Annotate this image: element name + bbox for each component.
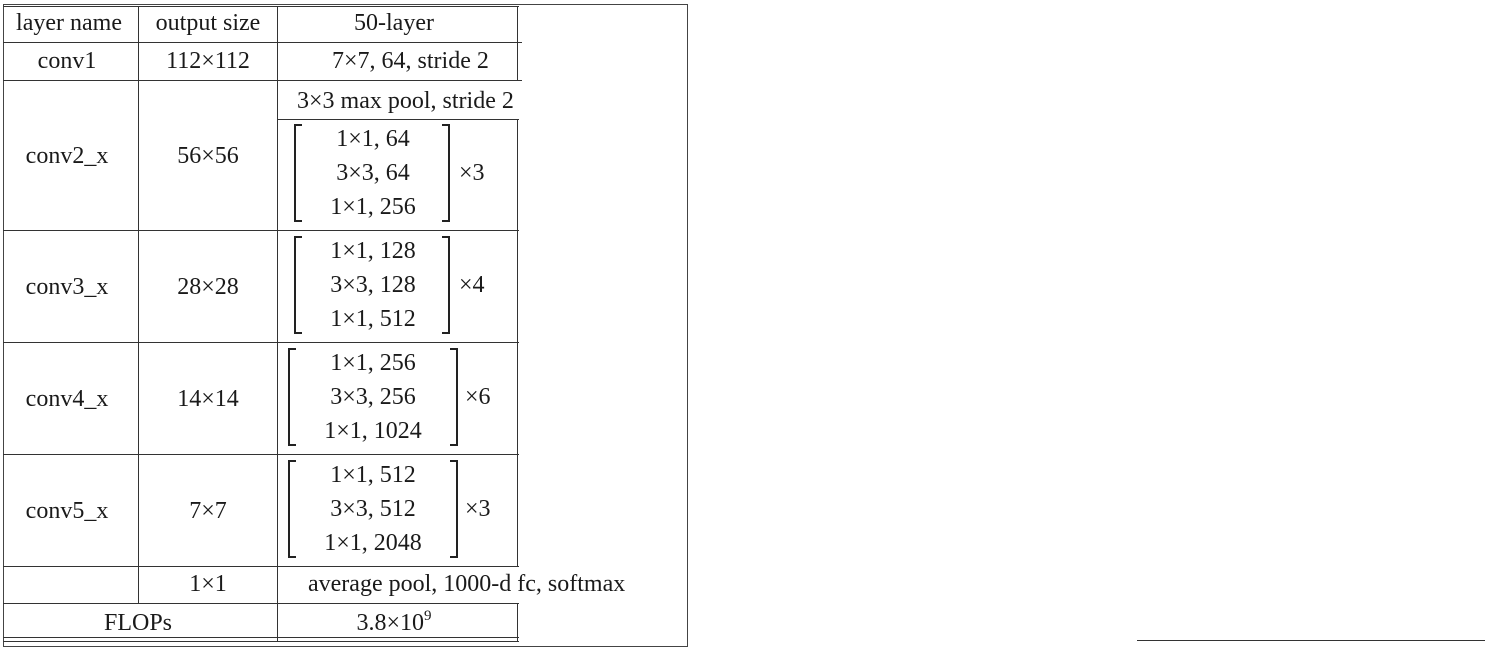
conv4-right-bracket — [450, 348, 458, 446]
conv2-block-line-2: 3×3, 64 — [336, 160, 410, 186]
conv3-block-line-1: 1×1, 128 — [330, 238, 416, 264]
conv4-repeat: ×6 — [465, 384, 491, 410]
rule-col1-right — [138, 6, 139, 603]
rule-conv5-bottom — [3, 566, 519, 567]
conv3-repeat: ×4 — [459, 272, 485, 298]
conv5-block — [324, 458, 422, 560]
conv4-left-bracket — [288, 348, 296, 446]
conv2-block-line-1: 1×1, 64 — [336, 126, 410, 152]
conv5-layer-name: conv5_x — [25, 498, 109, 524]
conv2-repeat: ×3 — [459, 160, 485, 186]
header-layer-name: layer name — [16, 10, 122, 36]
flops-label: FLOPs — [103, 610, 173, 636]
conv4-output-size: 14×14 — [177, 386, 239, 412]
conv4-block-line-1: 1×1, 256 — [330, 350, 416, 376]
rule-header-bottom — [3, 42, 522, 43]
rule-conv3-bottom — [3, 342, 519, 343]
flops-exponent: 9 — [424, 608, 432, 624]
fc-config: average pool, 1000-d fc, softmax — [308, 571, 626, 597]
header-50-layer: 50-layer — [354, 10, 434, 36]
conv5-block-line-1: 1×1, 512 — [330, 462, 416, 488]
conv5-block-line-3: 1×1, 2048 — [324, 530, 422, 556]
conv3-output-size: 28×28 — [177, 274, 239, 300]
rule-col3-right-mid — [517, 119, 518, 566]
conv5-left-bracket — [288, 460, 296, 558]
conv3-block-line-3: 1×1, 512 — [330, 306, 416, 332]
conv2-block-line-3: 1×1, 256 — [330, 194, 416, 220]
flops-base: 3.8×10 — [356, 610, 425, 636]
conv1-config: 7×7, 64, stride 2 — [332, 48, 489, 74]
rule-fc-bottom — [3, 603, 519, 604]
flops-value — [356, 609, 431, 637]
conv1-output-size: 112×112 — [166, 48, 250, 74]
conv3-block-line-2: 3×3, 128 — [330, 272, 416, 298]
rule-conv1-bottom — [3, 80, 522, 81]
conv3-layer-name: conv3_x — [25, 274, 109, 300]
conv2-left-bracket — [294, 124, 302, 222]
conv3-right-bracket — [442, 236, 450, 334]
conv5-repeat: ×3 — [465, 496, 491, 522]
rule-conv2-bottom — [3, 230, 519, 231]
conv4-block-line-3: 1×1, 1024 — [324, 418, 422, 444]
conv2-block — [330, 122, 416, 224]
conv2-maxpool: 3×3 max pool, stride 2 — [297, 88, 514, 114]
fc-output-size: 1×1 — [189, 571, 227, 597]
conv4-block — [324, 346, 422, 448]
conv4-block-line-2: 3×3, 256 — [330, 384, 416, 410]
conv2-output-size: 56×56 — [177, 143, 239, 169]
conv5-output-size: 7×7 — [189, 498, 227, 524]
rule-table-bottom-2 — [3, 641, 519, 642]
rule-table-bottom-1 — [3, 637, 519, 638]
rule-col3-right-top — [517, 6, 518, 80]
rule-conv4-bottom — [3, 454, 519, 455]
header-output-size: output size — [155, 10, 261, 36]
rule-col2-right — [277, 6, 278, 641]
conv5-block-line-2: 3×3, 512 — [330, 496, 416, 522]
conv2-layer-name: conv2_x — [25, 143, 109, 169]
conv1-layer-name: conv1 — [37, 48, 97, 74]
rule-col3-right-bottom — [517, 603, 518, 641]
conv5-right-bracket — [450, 460, 458, 558]
conv3-left-bracket — [294, 236, 302, 334]
rule-maxpool-bottom — [277, 119, 519, 120]
conv3-block — [330, 234, 416, 336]
conv4-layer-name: conv4_x — [25, 386, 109, 412]
rule-right-margin — [1137, 640, 1485, 641]
conv2-right-bracket — [442, 124, 450, 222]
rule-header-top — [3, 6, 519, 7]
